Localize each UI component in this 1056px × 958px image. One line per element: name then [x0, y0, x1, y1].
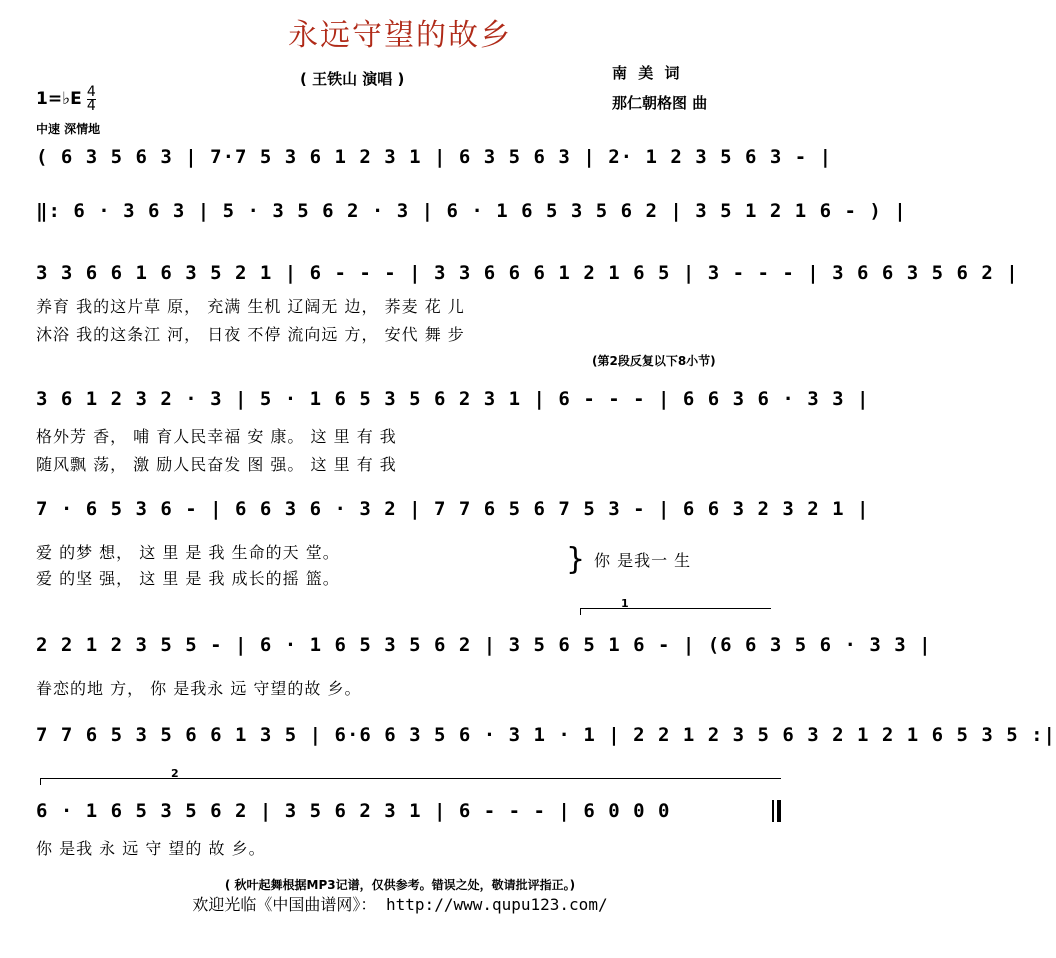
brace-symbol: } — [566, 542, 586, 577]
lyric-line-8: 你 是我 永 远 守 望的 故 乡。 — [36, 839, 266, 858]
score-line-4: 3 6 1 2 3 2 · 3 | 5 · 1 6 5 3 5 6 2 3 1 | 6 - - - | 6 6 3 6 · 3 3 | — [36, 388, 870, 410]
score-line-8: 6 · 1 6 5 3 5 6 2 | 3 5 6 2 3 1 | 6 - - - | 6 0 0 0 — [36, 800, 671, 822]
key-label: 1=♭E — [36, 89, 82, 109]
time-signature — [87, 86, 96, 113]
lyric-line-5a: 爱 的梦 想， 这 里 是 我 生命的天 堂。 — [36, 543, 340, 562]
volta-bracket-1 — [580, 597, 771, 615]
score-line-5: 7 · 6 5 3 6 - | 6 6 3 6 · 3 2 | 7 7 6 5 6 7 5 3 - | 6 6 3 2 3 2 1 | — [36, 498, 870, 520]
time-denominator: 4 — [86, 98, 96, 114]
key-signature — [36, 86, 96, 113]
score-line-3: 3 3 6 6 1 6 3 5 2 1 | 6 - - - | 3 3 6 6 6 1 2 1 6 5 | 3 - - - | 3 6 6 3 5 6 2 | — [36, 262, 1019, 284]
volta-number-1: 1 — [621, 597, 629, 610]
composer-credit: 那仁朝格图 曲 — [612, 94, 708, 112]
repeat-note: (第2段反复以下8小节) — [592, 354, 716, 368]
final-barline — [772, 800, 781, 822]
lyric-line-4a: 格外芳 香， 哺 育人民幸福 安 康。 这 里 有 我 — [36, 427, 397, 446]
lyric-line-3b: 沐浴 我的这条江 河， 日夜 不停 流向远 方， 安代 舞 步 — [36, 325, 465, 344]
singer-credit: ( 王铁山 演唱 ) — [300, 70, 405, 88]
lyric-line-3a: 养育 我的这片草 原， 充满 生机 辽阔无 边， 荞麦 花 儿 — [36, 297, 465, 316]
site-credit: 欢迎光临《中国曲谱网》： http://www.qupu123.com/ — [192, 895, 608, 914]
tempo-marking: 中速 深情地 — [36, 122, 101, 136]
score-line-2: ‖: 6 · 3 6 3 | 5 · 3 5 6 2 · 3 | 6 · 1 6 5 3 5 6 2 | 3 5 1 2 1 6 - ) | — [36, 200, 907, 222]
time-numerator: 4 — [86, 84, 96, 100]
lyric-line-6: 眷恋的地 方， 你 是我永 远 守望的故 乡。 — [36, 679, 362, 698]
score-line-7: 7 7 6 5 3 5 6 6 1 3 5 | 6·6 6 3 5 6 · 3 1 · 1 | 2 2 1 2 3 5 6 3 2 1 2 1 6 5 3 5 :| — [36, 724, 1056, 746]
score-line-1: ( 6 3 5 6 3 | 7·7 5 3 6 1 2 3 1 | 6 3 5 6 3 | 2· 1 2 3 5 6 3 - | — [36, 146, 833, 168]
page-title: 永远守望的故乡 — [288, 18, 512, 53]
score-line-6: 2 2 1 2 3 5 5 - | 6 · 1 6 5 3 5 6 2 | 3 5 6 5 1 6 - | (6 6 3 5 6 · 3 3 | — [36, 634, 932, 656]
lyric-line-4b: 随风飘 荡， 激 励人民奋发 图 强。 这 里 有 我 — [36, 455, 397, 474]
volta-number-2: 2 — [171, 767, 179, 780]
lyricist-credit: 南 美 词 — [612, 64, 683, 82]
lyric-line-5b: 爱 的坚 强， 这 里 是 我 成长的摇 篮。 — [36, 569, 340, 588]
lyric-line-5c: 你 是我一 生 — [594, 551, 692, 570]
volta-bracket-2 — [40, 767, 781, 785]
transcription-note: ( 秋叶起舞根据MP3记谱，仅供参考。错误之处，敬请批评指正。) — [224, 878, 576, 892]
